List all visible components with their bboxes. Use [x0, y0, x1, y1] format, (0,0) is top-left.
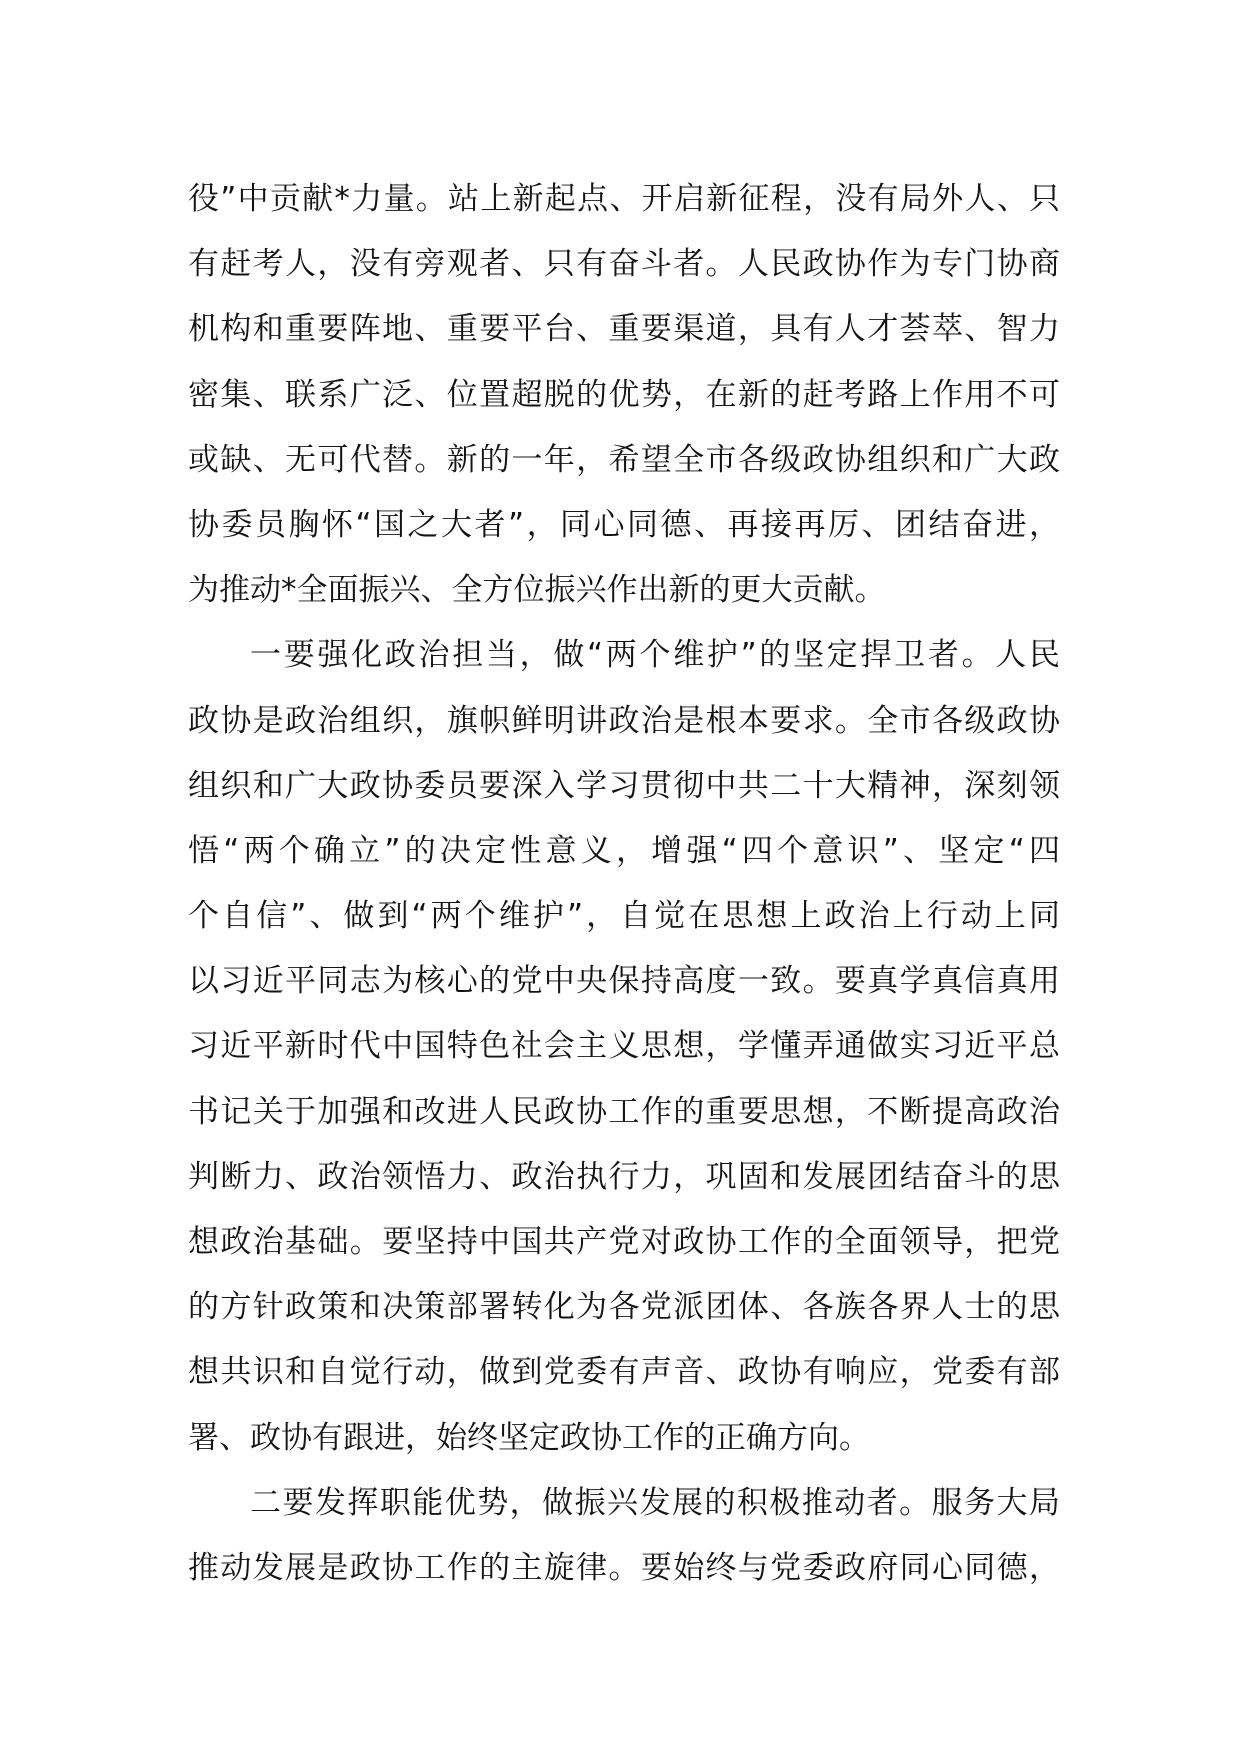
text-line: 协委员胸怀“国之大者”，同心同德、再接再厉、团结奋进，	[188, 506, 1060, 543]
text-line: 书记关于加强和改进人民政协工作的重要思想，不断提高政治	[188, 1093, 1060, 1130]
text-line: 判断力、政治领悟力、政治执行力，巩固和发展团结奋斗的思	[188, 1158, 1060, 1195]
text-line: 二要发挥职能优势，做振兴发展的积极推动者。服务大局	[250, 1484, 1060, 1521]
text-line: 的方针政策和决策部署转化为各党派团体、各族各界人士的思	[188, 1289, 1060, 1326]
text-line: 一要强化政治担当，做“两个维护”的坚定捍卫者。人民	[250, 637, 1060, 674]
text-line: 个自信”、做到“两个维护”，自觉在思想上政治上行动上同	[188, 898, 1060, 935]
paragraph-1	[188, 167, 1060, 623]
text-line: 密集、联系广泛、位置超脱的优势，在新的赶考路上作用不可	[188, 376, 1060, 413]
text-line: 为推动*全面振兴、全方位振兴作出新的更大贡献。	[188, 572, 886, 609]
text-line: 推动发展是政协工作的主旋律。要始终与党委政府同心同德，	[188, 1549, 1060, 1586]
text-line: 想政治基础。要坚持中国共产党对政协工作的全面领导，把党	[188, 1224, 1060, 1260]
text-line: 以习近平同志为核心的党中央保持高度一致。要真学真信真用	[188, 963, 1060, 1000]
text-line: 有赶考人，没有旁观者、只有奋斗者。人民政协作为专门协商	[188, 246, 1060, 283]
paragraph-2	[188, 623, 1060, 1470]
text-line: 政协是政治组织，旗帜鲜明讲政治是根本要求。全市各级政协	[188, 702, 1060, 739]
text-line: 组织和广大政协委员要深入学习贯彻中共二十大精神，深刻领	[188, 767, 1060, 804]
text-line: 机构和重要阵地、重要平台、重要渠道，具有人才荟萃、智力	[188, 311, 1060, 348]
text-line: 署、政协有跟进，始终坚定政协工作的正确方向。	[188, 1419, 870, 1456]
text-line: 或缺、无可代替。新的一年，希望全市各级政协组织和广大政	[188, 441, 1060, 478]
document-body	[188, 167, 1060, 1601]
text-line: 役”中贡献*力量。站上新起点、开启新征程，没有局外人、只	[188, 181, 1060, 217]
paragraph-3	[188, 1471, 1060, 1601]
text-line: 悟“两个确立”的决定性意义，增强“四个意识”、坚定“四	[188, 832, 1060, 869]
text-line: 想共识和自觉行动，做到党委有声音、政协有响应，党委有部	[188, 1354, 1060, 1391]
text-line: 习近平新时代中国特色社会主义思想，学懂弄通做实习近平总	[188, 1028, 1060, 1065]
